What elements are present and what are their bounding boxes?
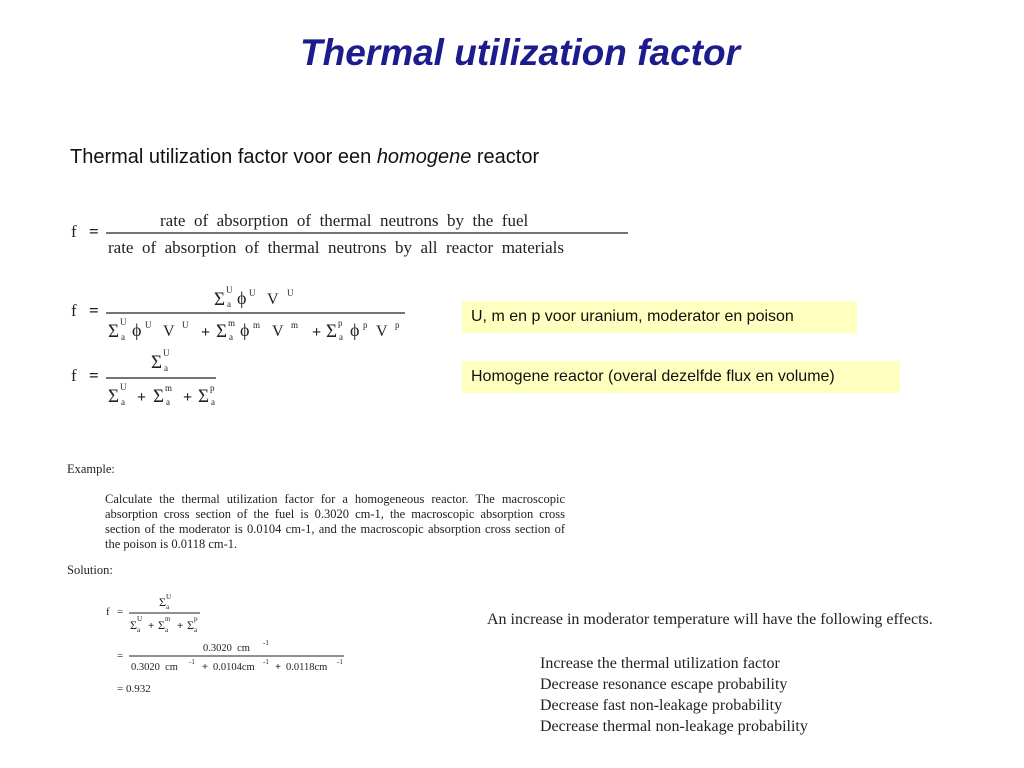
eq3-den-sub-a3: a — [211, 397, 215, 407]
eq2-den-sigma-m: Σ — [216, 321, 228, 342]
sol-den-sup-U: U — [137, 615, 143, 623]
eq3-den-plus2: + — [183, 389, 193, 406]
eq2-num-sigma: Σ — [214, 289, 226, 310]
eq3-den-sup-p: p — [210, 383, 215, 393]
eq3-num-sub: a — [164, 363, 168, 373]
eq3-den-sigma-U: Σ — [108, 386, 120, 407]
solution-label: Solution: — [67, 563, 113, 577]
sol-num-exp: -1 — [263, 639, 269, 647]
eq2-den-V-p: V — [376, 323, 388, 340]
eq2-den-phi-U: ϕ — [132, 320, 142, 340]
eq2-den-phi-sup-U: U — [145, 320, 152, 330]
solution-formula-1 — [106, 593, 200, 634]
eq1-denominator: rate of absorption of thermal neutrons by all reactor materials — [108, 238, 565, 257]
subtitle-text-post: reactor — [471, 146, 540, 168]
eq2-den-V-sup-U: U — [182, 320, 189, 330]
sol-den-plus1: + — [148, 620, 155, 632]
subtitle-text-emphasis: homogene — [376, 146, 472, 168]
sol-den-sup-p: p — [194, 615, 198, 623]
eq1-equals: = — [89, 222, 99, 241]
eq2-den-plus1: + — [201, 324, 211, 341]
effects-item: Decrease fast non-leakage probability — [540, 697, 783, 714]
note-homogeneous-reactor: Homogene reactor (overal dezelfde flux en volume) — [462, 361, 900, 393]
eq2-equals: = — [89, 301, 99, 320]
eq2-den-sub-a1: a — [121, 332, 125, 342]
eq2-den-sigma-U: Σ — [108, 321, 120, 342]
eq1-f: f — [71, 222, 77, 241]
eq2-num-sigma-sup: U — [226, 285, 233, 295]
eq3-den-sub-a2: a — [166, 397, 170, 407]
sol-den-sub-a3: a — [194, 626, 198, 634]
sol-result: = 0.932 — [117, 683, 151, 695]
sol-den-term1: 0.3020 cm — [131, 662, 178, 673]
eq3-den-plus1: + — [137, 389, 147, 406]
eq2-num-V: V — [267, 291, 279, 308]
eq2-num-V-sup: U — [287, 288, 294, 298]
solution-formula-2 — [117, 639, 344, 673]
eq3-den-sub-a1: a — [121, 397, 125, 407]
eq2-den-V-sup-m: m — [291, 320, 299, 330]
sol-den-plus-a: + — [202, 662, 208, 673]
eq2-den-phi-p: ϕ — [350, 320, 360, 340]
eq2-den-phi-sup-m: m — [253, 320, 261, 330]
sol-den-exp3: -1 — [337, 658, 343, 666]
sol-num-sup: U — [166, 593, 172, 601]
eq2-num-phi-sup: U — [249, 288, 256, 298]
eq3-f: f — [71, 366, 77, 385]
sol-equals2: = — [117, 650, 124, 662]
eq2-den-V-sup-p: p — [395, 320, 400, 330]
slide-title: Thermal utilization factor — [300, 32, 740, 73]
eq2-den-V-m: V — [272, 323, 284, 340]
sol-den-exp2: -1 — [263, 658, 269, 666]
sol-den-sigma-U: Σ — [130, 618, 137, 632]
eq3-num-sup: U — [163, 348, 170, 358]
eq2-num-phi: ϕ — [237, 288, 247, 308]
example-label: Example: — [67, 462, 115, 476]
sol-num-sub: a — [166, 603, 170, 611]
eq2-den-sigma-p: Σ — [326, 321, 338, 342]
eq2-f: f — [71, 301, 77, 320]
eq2-den-phi-m: ϕ — [240, 320, 250, 340]
sol-den-plus2: + — [177, 620, 184, 632]
sol-num-sigma: Σ — [159, 595, 166, 609]
equation-1 — [71, 211, 628, 257]
eq1-numerator: rate of absorption of thermal neutrons by the fuel — [160, 211, 529, 230]
effects-intro: An increase in moderator temperature will have the following effects. — [487, 611, 933, 628]
sol-den-plus-b: + — [275, 662, 281, 673]
eq2-num-sigma-sub: a — [227, 299, 231, 309]
sol-den-exp1: -1 — [189, 658, 195, 666]
sol-f: f — [106, 606, 110, 618]
sol-den-sub-a1: a — [137, 626, 141, 634]
eq2-den-plus2: + — [312, 324, 322, 341]
equation-2 — [71, 285, 405, 342]
eq3-den-sigma-p: Σ — [198, 386, 210, 407]
eq3-den-sup-m: m — [165, 383, 173, 393]
effects-item: Decrease thermal non-leakage probability — [540, 718, 808, 735]
eq2-den-sup-p: p — [338, 318, 343, 328]
eq2-den-sup-m: m — [228, 318, 236, 328]
sol-den-term2: 0.0104cm — [213, 662, 255, 673]
eq3-den-sup-U: U — [120, 382, 127, 392]
effects-item: Decrease resonance escape probability — [540, 676, 788, 693]
eq3-num-sigma: Σ — [151, 352, 163, 373]
sol-den-sigma-m: Σ — [158, 618, 165, 632]
eq2-den-phi-sup-p: p — [363, 320, 368, 330]
example-body: Calculate the thermal utilization factor for a homogeneous reactor. The macroscopic absorption cross section of the fuel is 0.3020 cm-1, the macroscopic absorption cross section of the moderator is 0.0104 cm-1, and the macroscopic absorption cross section of the poison is 0.0118 cm-1. — [105, 492, 565, 551]
eq2-den-V-U: V — [163, 323, 175, 340]
note-uranium-moderator-poison: U, m en p voor uranium, moderator en poison — [462, 301, 857, 333]
sol-den-sigma-p: Σ — [187, 618, 194, 632]
effects-item: Increase the thermal utilization factor — [540, 655, 780, 672]
sol-den-sub-a2: a — [165, 626, 169, 634]
equation-3 — [71, 348, 216, 407]
eq2-den-sup-U: U — [120, 317, 127, 327]
subtitle-text-pre: Thermal utilization factor voor een — [70, 146, 377, 168]
sol-den-term3: 0.0118cm — [286, 662, 328, 673]
eq3-den-sigma-m: Σ — [153, 386, 165, 407]
sol-equals1: = — [117, 606, 124, 618]
eq3-equals: = — [89, 366, 99, 385]
sol-num-value: 0.3020 cm — [203, 643, 250, 654]
sol-den-sup-m: m — [165, 615, 171, 623]
effects-list — [540, 653, 808, 737]
eq2-den-sub-a3: a — [339, 332, 343, 342]
eq2-den-sub-a2: a — [229, 332, 233, 342]
